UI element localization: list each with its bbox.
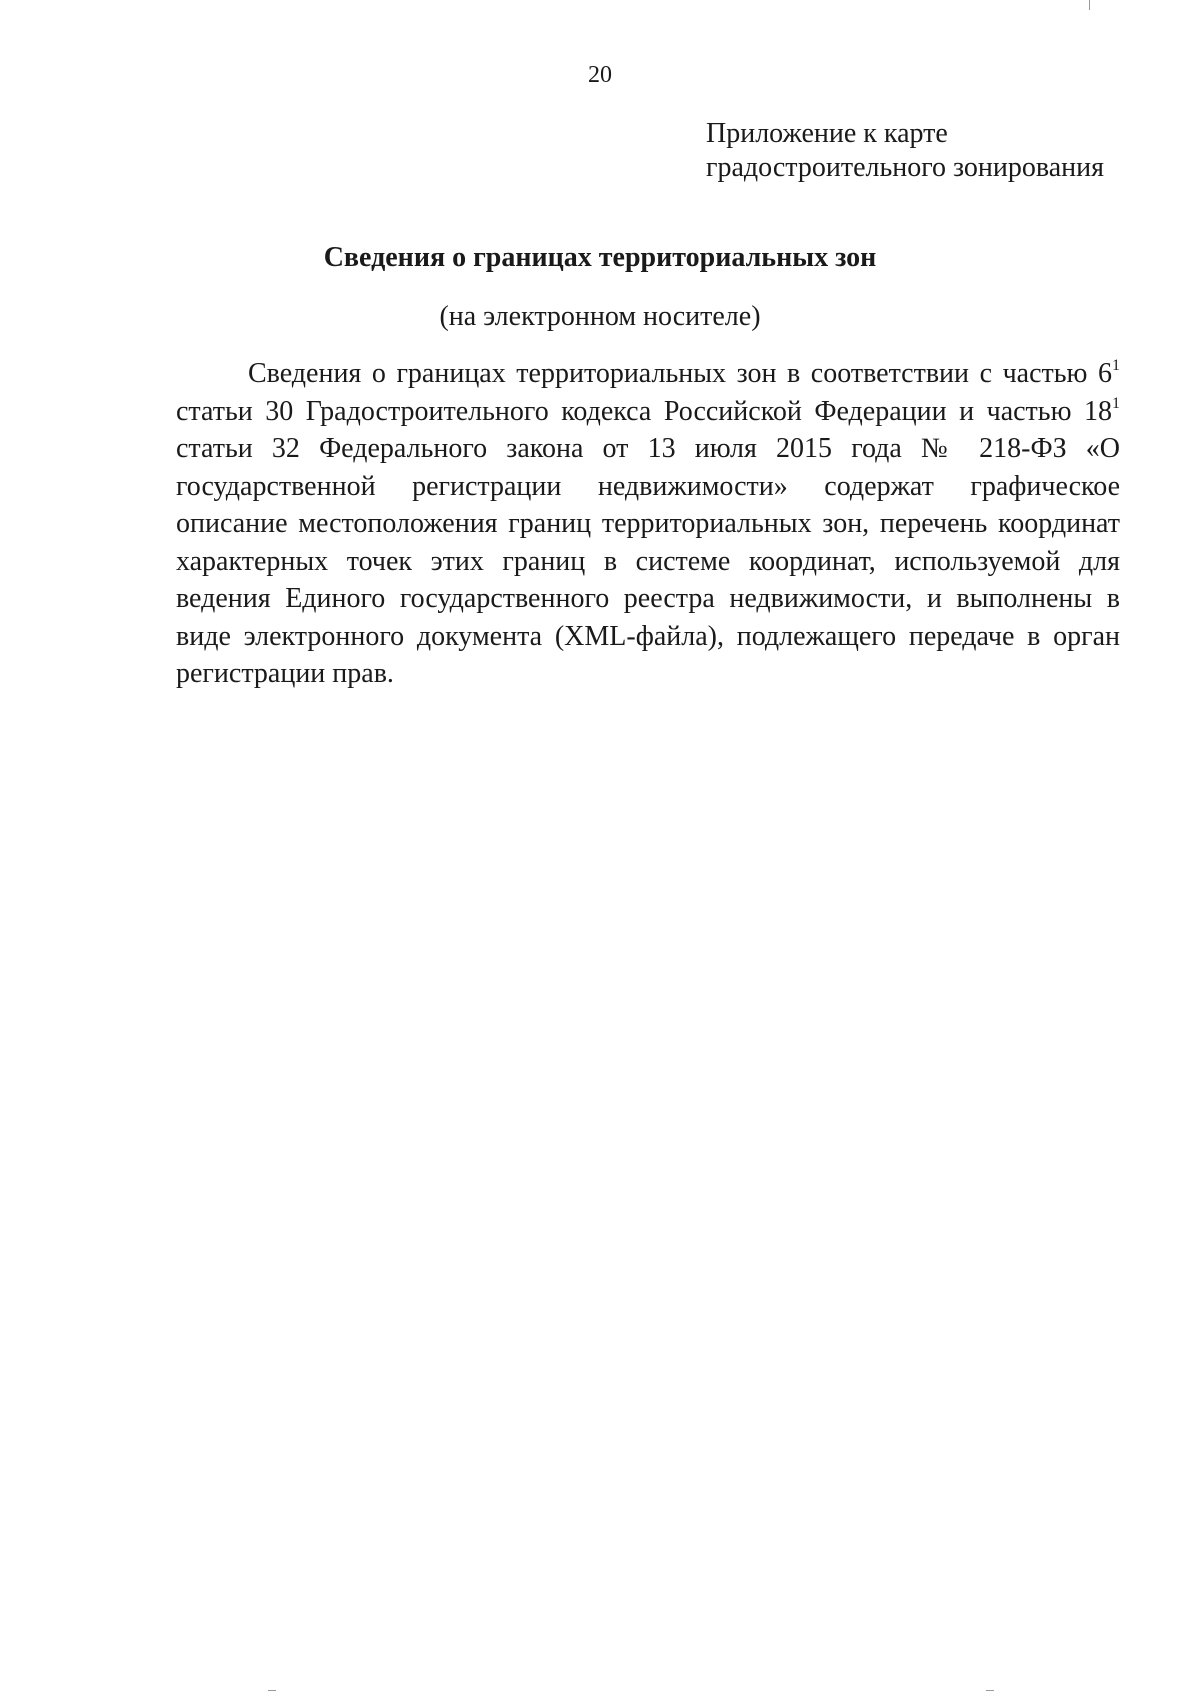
document-subtitle: (на электронном носителе) <box>439 301 761 332</box>
attachment-note <box>706 117 1146 185</box>
body-text-part-1: Сведения о границах территориальных зон в соответствии с частью 6 <box>248 358 1112 389</box>
page-number: 20 <box>588 62 612 88</box>
attachment-line-2: градостроительного зонирования <box>706 152 1105 183</box>
body-text-part-2: статьи 30 Градостроительного кодекса Российской Федерации и частью 18 <box>176 395 1112 427</box>
scan-bottom-mark-left <box>268 1690 276 1691</box>
scan-corner-mark <box>1085 0 1090 10</box>
body-text-part-3: статьи 32 Федерального закона от 13 июля 2015 года № 218-ФЗ «О государственной регистрации недвижимости» содержат графическое описание местоположения границ территориальных зон, перечень координат характерных точек этих границ в системе координат, используемой для ведения Единого государственного реестра недвижимости, и выполнены в виде электронного документа (XML-файла), подлежащего передаче в орган регистрации прав. <box>176 433 1120 689</box>
superscript-2: 1 <box>1112 394 1120 412</box>
body-paragraph <box>176 355 1120 693</box>
scan-bottom-mark-right <box>986 1690 994 1691</box>
document-title: Сведения о границах территориальных зон <box>323 242 877 273</box>
superscript-1: 1 <box>1112 357 1120 374</box>
attachment-line-1: Приложение к карте <box>706 118 948 149</box>
